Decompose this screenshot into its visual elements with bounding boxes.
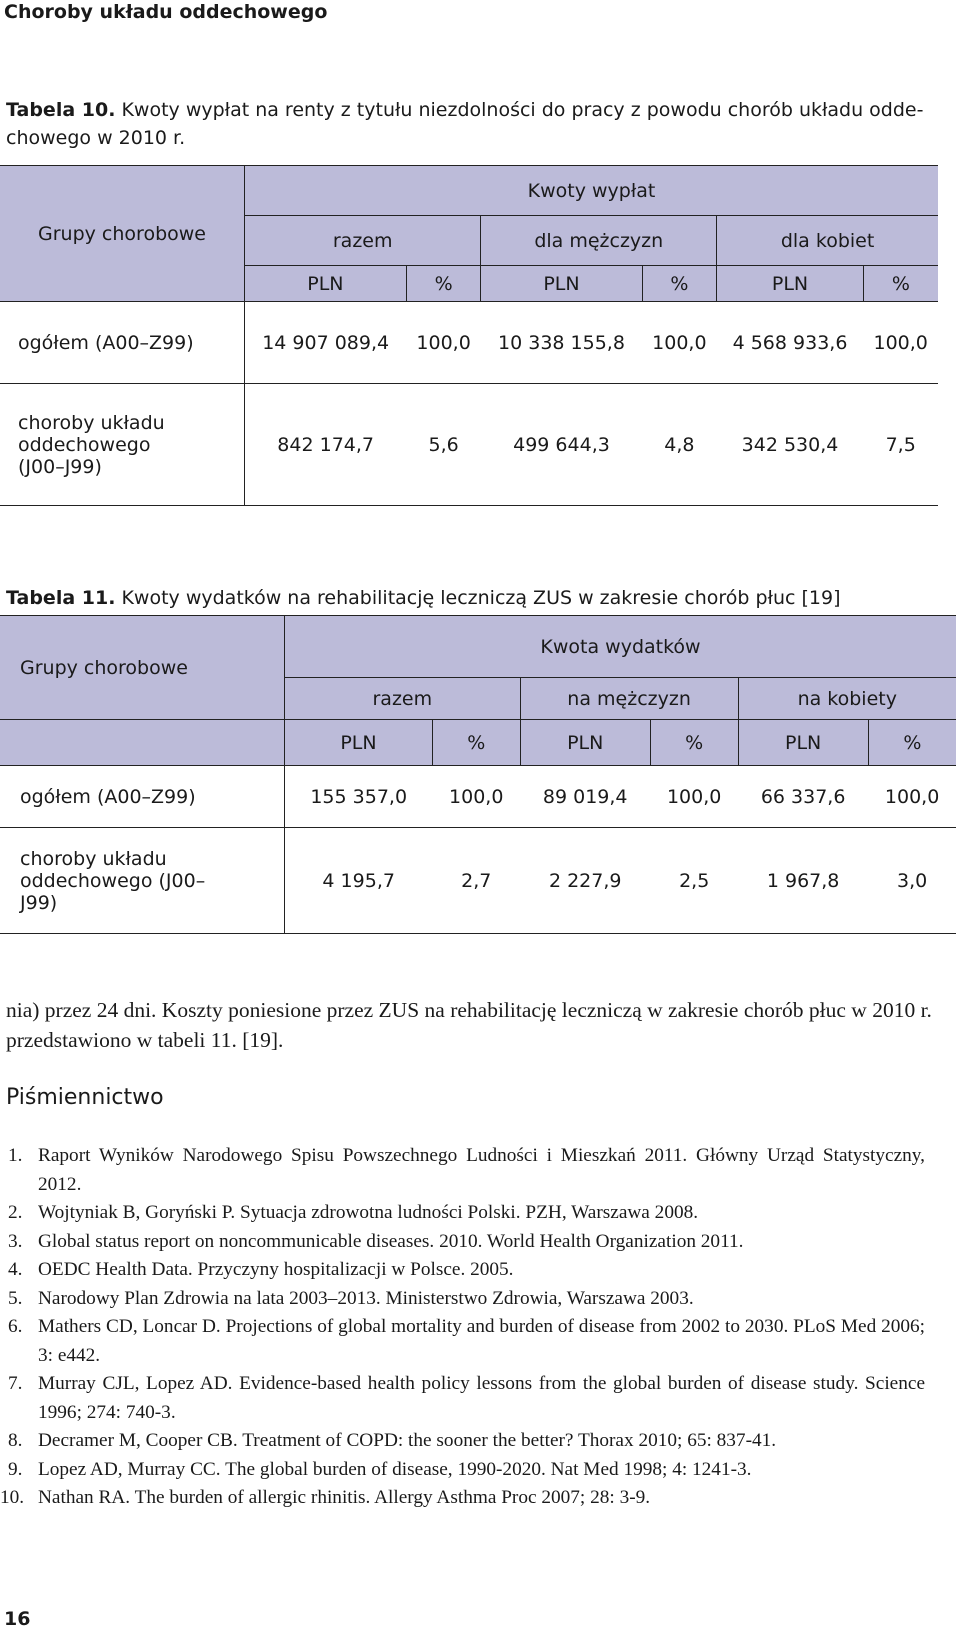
cell: 100,0 [406, 302, 481, 384]
table10-subheader: dla kobiet [717, 216, 938, 266]
reference-number: 10. [0, 1487, 25, 1508]
table11-unit-header: % [868, 720, 956, 766]
reference-text: Murray CJL, Lopez AD. Evidence-based health policy lessons from the global burden of disease study. Science 1996; 274: 740-3. [38, 1373, 925, 1423]
table10-caption-text: Kwoty wypłat na renty z tytułu niezdolności do pracy z powodu chorób układu odde-chowego w 2010 r. [6, 99, 924, 149]
table11-main-header: Kwota wydatków [285, 616, 957, 678]
reference-text: Lopez AD, Murray CC. The global burden of disease, 1990-2020. Nat Med 1998; 4: 1241-3. [38, 1458, 752, 1480]
table11-caption [6, 584, 840, 612]
cell: 1 967,8 [738, 828, 868, 934]
table11-unit-header: PLN [285, 720, 433, 766]
row-label: choroby układu oddechowego (J00–J99) [0, 828, 285, 934]
reference-text: Nathan RA. The burden of allergic rhinitis. Allergy Asthma Proc 2007; 28: 3-9. [38, 1487, 651, 1508]
cell: 3,0 [868, 828, 956, 934]
reference-text: Wojtyniak B, Goryński P. Sytuacja zdrowotna ludności Polski. PZH, Warszawa 2008. [38, 1202, 699, 1223]
table11-unit-header: PLN [520, 720, 650, 766]
reference-text: Decramer M, Cooper CB. Treatment of COPD: the sooner the better? Thorax 2010; 65: 837-41. [38, 1430, 777, 1451]
cell: 4 568 933,6 [717, 302, 864, 384]
reference-text: OEDC Health Data. Przyczyny hospitalizacji w Polsce. 2005. [38, 1259, 514, 1280]
row-label: ogółem (A00–Z99) [0, 766, 285, 828]
reference-item [0, 1285, 925, 1314]
table-11 [0, 615, 956, 934]
cell: 4 195,7 [285, 828, 433, 934]
row-label: choroby układu oddechowego (J00–J99) [0, 384, 245, 506]
reference-number: 7. [8, 1373, 23, 1394]
table-row [0, 828, 956, 934]
table10-unit-header: % [863, 266, 938, 302]
table11-subheader: na mężczyzn [520, 678, 738, 720]
cell: 100,0 [432, 766, 520, 828]
table11-unit-header: % [650, 720, 738, 766]
reference-number: 4. [8, 1259, 23, 1280]
reference-item [0, 1370, 925, 1427]
cell: 14 907 089,4 [245, 302, 407, 384]
reference-item [0, 1484, 925, 1513]
table-row [0, 384, 938, 506]
reference-item [0, 1313, 925, 1370]
row-label: ogółem (A00–Z99) [0, 302, 245, 384]
table10-main-header: Kwoty wypłat [245, 166, 939, 216]
table10-group-header: Grupy chorobowe [0, 166, 245, 302]
cell: 66 337,6 [738, 766, 868, 828]
reference-item [0, 1427, 925, 1456]
table10-unit-header: % [642, 266, 717, 302]
reference-number: 9. [8, 1458, 23, 1480]
table-10 [0, 165, 938, 506]
reference-number: 6. [8, 1316, 23, 1337]
reference-item [0, 1456, 925, 1485]
table11-subheader: na kobiety [738, 678, 956, 720]
reference-number: 3. [8, 1230, 23, 1252]
reference-text: Global status report on noncommunicable diseases. 2010. World Health Organization 2011. [38, 1230, 744, 1252]
reference-number: 2. [8, 1202, 23, 1223]
cell: 2,7 [432, 828, 520, 934]
page-number: 16 [4, 1608, 31, 1630]
table10-unit-header: PLN [245, 266, 407, 302]
table11-subheader: razem [285, 678, 521, 720]
body-paragraph: nia) przez 24 dni. Koszty poniesione przez ZUS na rehabilitację leczniczą w zakresie chorób płuc w 2010 r. przedstawiono w tabeli 11. [19]. [6, 998, 932, 1052]
reference-number: 8. [8, 1430, 23, 1451]
table11-unit-header: % [432, 720, 520, 766]
cell: 7,5 [863, 384, 938, 506]
table-row [0, 302, 938, 384]
reference-text: Mathers CD, Loncar D. Projections of global mortality and burden of disease from 2002 to 2030. PLoS Med 2006; 3: e442. [38, 1316, 925, 1366]
table-row [0, 766, 956, 828]
reference-item [0, 1142, 925, 1199]
cell: 155 357,0 [285, 766, 433, 828]
table10-subheader: dla mężczyzn [481, 216, 717, 266]
running-head: Choroby układu oddechowego [4, 1, 328, 23]
reference-text: Raport Wyników Narodowego Spisu Powszechnego Ludności i Mieszkań 2011. Główny Urząd Statystyczny, 2012. [38, 1145, 925, 1195]
table11-unit-header: PLN [738, 720, 868, 766]
table10-caption-label: Tabela 10. [6, 99, 116, 121]
reference-number: 5. [8, 1287, 23, 1309]
cell: 2 227,9 [520, 828, 650, 934]
table11-caption-text: Kwoty wydatków na rehabilitację leczniczą ZUS w zakresie chorób płuc [19] [115, 587, 841, 609]
table11-caption-label: Tabela 11. [6, 587, 116, 609]
cell: 89 019,4 [520, 766, 650, 828]
references-list [0, 1142, 925, 1513]
reference-text: Narodowy Plan Zdrowia na lata 2003–2013. Ministerstwo Zdrowia, Warszawa 2003. [38, 1287, 694, 1309]
cell: 100,0 [642, 302, 717, 384]
cell: 842 174,7 [245, 384, 407, 506]
table10-unit-header: PLN [717, 266, 864, 302]
reference-number: 1. [8, 1145, 23, 1166]
cell: 342 530,4 [717, 384, 864, 506]
cell: 2,5 [650, 828, 738, 934]
table10-subheader: razem [245, 216, 481, 266]
table10-unit-header: % [406, 266, 481, 302]
references-title: Piśmiennictwo [6, 1085, 164, 1110]
cell: 100,0 [650, 766, 738, 828]
cell: 100,0 [868, 766, 956, 828]
cell: 100,0 [863, 302, 938, 384]
table10-caption [6, 96, 936, 152]
cell: 5,6 [406, 384, 481, 506]
reference-item [0, 1256, 925, 1285]
cell: 4,8 [642, 384, 717, 506]
cell: 499 644,3 [481, 384, 642, 506]
table11-group-header: Grupy chorobowe [0, 616, 285, 720]
cell: 10 338 155,8 [481, 302, 642, 384]
reference-item [0, 1228, 925, 1257]
table10-unit-header: PLN [481, 266, 642, 302]
reference-item [0, 1199, 925, 1228]
